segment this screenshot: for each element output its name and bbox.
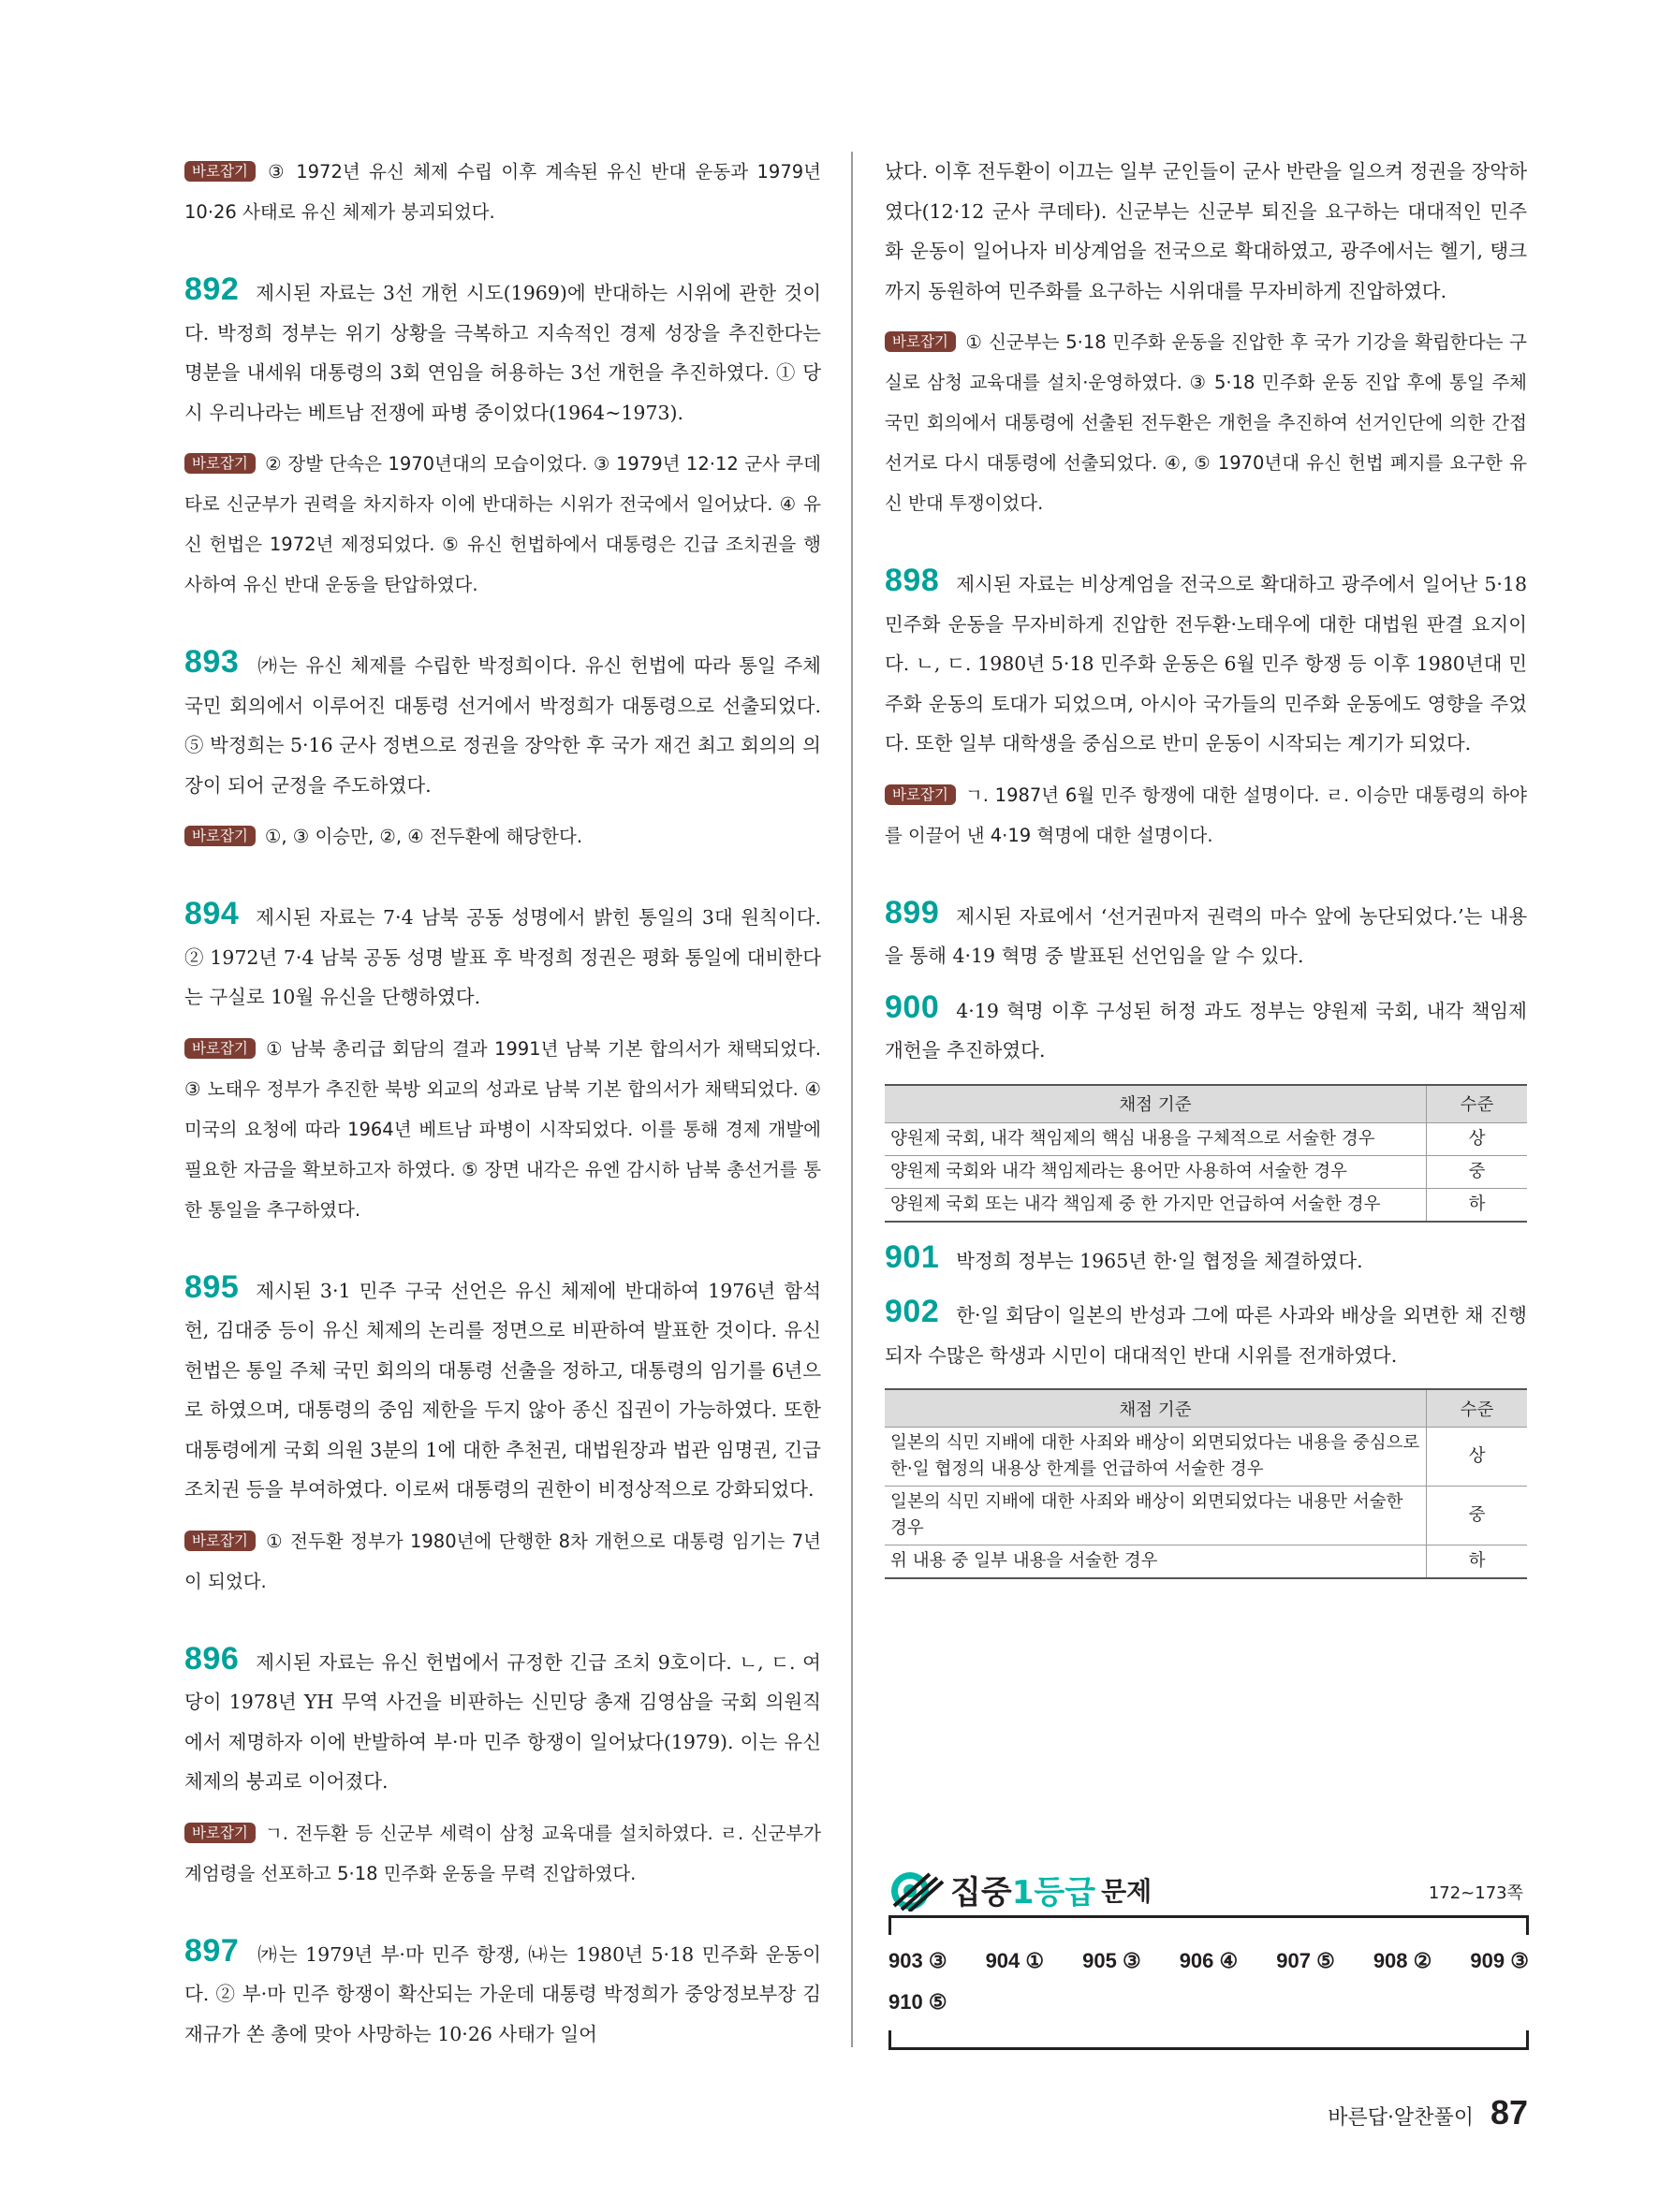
correction-badge: 바로잡기 bbox=[184, 1823, 256, 1843]
focus-title-c: 문제 bbox=[1101, 1875, 1152, 1907]
question-number: 901 bbox=[885, 1238, 940, 1275]
answer-list bbox=[888, 1935, 1529, 2023]
correction-898: 바로잡기 ㄱ. 1987년 6월 민주 항쟁에 대한 설명이다. ㄹ. 이승만 대통령의 하야를 이끌어 낸 4·19 혁명에 대한 설명이다. bbox=[885, 784, 1527, 846]
level-header: 수준 bbox=[1427, 1389, 1528, 1428]
table-row bbox=[885, 1428, 1527, 1487]
correction-badge: 바로잡기 bbox=[184, 1038, 256, 1059]
answer-row bbox=[888, 1982, 1529, 2023]
level-cell: 중 bbox=[1427, 1487, 1528, 1545]
focus-header bbox=[888, 1867, 1529, 1915]
scoring-table-902 bbox=[885, 1388, 1527, 1579]
correction-badge: 바로잡기 bbox=[184, 1531, 256, 1551]
explanation-899: 899 제시된 자료에서 ‘선거권마저 권력의 마수 앞에 농단되었다.’는 내용을 통해 4·19 혁명 중 발표된 선언임을 알 수 있다. bbox=[885, 894, 1527, 967]
correction-badge: 바로잡기 bbox=[184, 826, 256, 846]
footer-label: 바른답·알찬풀이 bbox=[1328, 2106, 1474, 2130]
criteria-cell: 양원제 국회 또는 내각 책임제 중 한 가지만 언급하여 서술한 경우 bbox=[885, 1188, 1427, 1222]
answer-item: 903 ③ bbox=[888, 1949, 947, 1972]
table-row bbox=[885, 1545, 1527, 1579]
focus-box-top bbox=[888, 1915, 1529, 1935]
correction-896: 바로잡기 ㄱ. 전두환 등 신군부 세력이 삼청 교육대를 설치하였다. ㄹ. 신군부가 계엄령을 선포하고 5·18 민주화 운동을 무력 진압하였다. bbox=[184, 1822, 821, 1884]
focus-box-bottom bbox=[888, 2030, 1529, 2050]
focus-title-b: 1등급 bbox=[1011, 1874, 1096, 1912]
table-row bbox=[885, 1122, 1527, 1155]
scoring-table-900 bbox=[885, 1084, 1527, 1223]
focus-title bbox=[888, 1867, 1152, 1912]
answer-item: 905 ③ bbox=[1082, 1949, 1141, 1972]
correction-badge: 바로잡기 bbox=[184, 453, 256, 474]
criteria-cell: 일본의 식민 지배에 대한 사죄와 배상이 외면되었다는 내용만 서술한 경우 bbox=[885, 1487, 1427, 1545]
answer-row bbox=[888, 1941, 1529, 1982]
question-number: 897 bbox=[184, 1932, 240, 1969]
question-number: 893 bbox=[184, 644, 240, 680]
explanation-900: 900 4·19 혁명 이후 구성된 허정 과도 정부는 양원제 국회, 내각 책임제 개헌을 추진하였다. bbox=[885, 989, 1527, 1062]
page-number: 87 bbox=[1490, 2093, 1528, 2131]
correction-897: 바로잡기 ① 신군부는 5·18 민주화 운동을 진압한 후 국가 기강을 확립한다는 구실로 삼청 교육대를 설치·운영하였다. ③ 5·18 민주화 운동 진압 후에 통일 주체 국민 회의에서 대통령에 선출된 전두환은 개헌을 추진하여 선거인단에 의한 간접 선거로 다시 대통령에 선출되었다. ④, ⑤ 1970년대 유신 헌법 폐지를 요구한 유신 반대 투쟁이었다. bbox=[885, 331, 1527, 514]
question-number: 900 bbox=[885, 989, 940, 1025]
table-header-row bbox=[885, 1085, 1527, 1123]
explanation-895: 895 제시된 3·1 민주 구국 선언은 유신 체제에 반대하여 1976년 함석헌, 김대중 등이 유신 체제의 논리를 정면으로 비판하여 발표한 것이다. 유신 헌법은 통일 주체 국민 회의의 대통령 선출을 정하고, 대통령의 임기를 6년으로 하였으며, 대통령의 중임 제한을 두지 않아 종신 집권이 가능하였다. 또한 대통령에게 국회 의원 3분의 1에 대한 추천권, 대법원장과 법관 임명권, 긴급 조치권 등을 부여하였다. 이로써 대통령의 권한이 비정상적으로 강화되었다. bbox=[184, 1268, 821, 1501]
focus-page-range: 172~173쪽 bbox=[1428, 1883, 1523, 1903]
correction-894: 바로잡기 ① 남북 총리급 회담의 결과 1991년 남북 기본 합의서가 채택되었다. ③ 노태우 정부가 추진한 북방 외교의 성과로 남북 기본 합의서가 채택되었다. ④ 미국의 요청에 따라 1964년 베트남 파병이 시작되었다. 이를 통해 경제 개발에 필요한 자금을 확보하고자 하였다. ⑤ 장면 내각은 유엔 감시하 남북 총선거를 통한 통일을 추구하였다. bbox=[184, 1037, 821, 1221]
table-row bbox=[885, 1155, 1527, 1188]
focus-title-a: 집중 bbox=[950, 1874, 1012, 1912]
correction-892: 바로잡기 ② 장발 단속은 1970년대의 모습이었다. ③ 1979년 12·12 군사 쿠데타로 신군부가 권력을 차지하자 이에 반대하는 시위가 전국에서 일어났다. ④ 유신 헌법은 1972년 제정되었다. ⑤ 유신 헌법하에서 대통령은 긴급 조치권을 행사하여 유신 반대 운동을 탄압하였다. bbox=[184, 453, 821, 595]
table-header-row bbox=[885, 1389, 1527, 1428]
answer-item: 908 ② bbox=[1373, 1949, 1432, 1972]
target-logo-icon bbox=[888, 1868, 947, 1912]
question-number: 892 bbox=[184, 271, 240, 307]
explanation-892: 892 제시된 자료는 3선 개헌 시도(1969)에 반대하는 시위에 관한 것이다. 박정희 정부는 위기 상황을 극복하고 지속적인 경제 성장을 추진한다는 명분을 내세워 대통령의 3회 연임을 허용하는 3선 개헌을 추진하였다. ① 당시 우리나라는 베트남 전쟁에 파병 중이었다(1964~1973). bbox=[184, 271, 821, 424]
correction-badge: 바로잡기 bbox=[184, 161, 256, 182]
explanation-897: 897 ㈎는 1979년 부·마 민주 항쟁, ㈏는 1980년 5·18 민주화 운동이다. ② 부·마 민주 항쟁이 확산되는 가운데 대통령 박정희가 중앙정보부장 김재규가 쏜 총에 맞아 사망하는 10·26 사태가 일어 bbox=[184, 1932, 821, 2045]
question-number: 895 bbox=[184, 1268, 240, 1305]
correction-badge: 바로잡기 bbox=[885, 784, 956, 805]
criteria-cell: 위 내용 중 일부 내용을 서술한 경우 bbox=[885, 1545, 1427, 1579]
level-cell: 상 bbox=[1427, 1428, 1528, 1487]
question-number: 898 bbox=[885, 563, 940, 598]
left-column bbox=[184, 152, 821, 2054]
explanation-901: 901 박정희 정부는 1965년 한·일 협정을 체결하였다. bbox=[885, 1238, 1363, 1275]
question-number: 896 bbox=[184, 1640, 240, 1677]
explanation-896: 896 제시된 자료는 유신 헌법에서 규정한 긴급 조치 9호이다. ㄴ, ㄷ. 여당이 1978년 YH 무역 사건을 비판하는 신민당 총재 김영삼을 국회 의원직에서 제명하자 이에 반발하여 부·마 민주 항쟁이 일어났다(1979). 이는 유신 체제의 붕괴로 이어졌다. bbox=[184, 1640, 821, 1793]
criteria-header: 채점 기준 bbox=[885, 1389, 1427, 1428]
explanation-902: 902 한·일 회담이 일본의 반성과 그에 따른 사과와 배상을 외면한 채 진행되자 수많은 학생과 시민이 대대적인 반대 시위를 전개하였다. bbox=[885, 1294, 1527, 1367]
focus-problems-section bbox=[888, 1867, 1529, 2050]
table-row bbox=[885, 1487, 1527, 1545]
correction-895: 바로잡기 ① 전두환 정부가 1980년에 단행한 8차 개헌으로 대통령 임기는 7년이 되었다. bbox=[184, 1530, 821, 1592]
level-cell: 하 bbox=[1427, 1545, 1528, 1579]
criteria-header: 채점 기준 bbox=[885, 1085, 1427, 1123]
question-number: 899 bbox=[885, 894, 940, 930]
criteria-cell: 양원제 국회, 내각 책임제의 핵심 내용을 구체적으로 서술한 경우 bbox=[885, 1122, 1427, 1155]
criteria-cell: 양원제 국회와 내각 책임제라는 용어만 사용하여 서술한 경우 bbox=[885, 1155, 1427, 1188]
answer-item: 909 ③ bbox=[1470, 1949, 1529, 1972]
explanation-894: 894 제시된 자료는 7·4 남북 공동 성명에서 밝힌 통일의 3대 원칙이다. ② 1972년 7·4 남북 공동 성명 발표 후 박정희 정권은 평화 통일에 대비한다는 구실로 10월 유신을 단행하였다. bbox=[184, 896, 821, 1008]
column-divider bbox=[851, 152, 853, 2047]
explanation-898: 898 제시된 자료는 비상계엄을 전국으로 확대하고 광주에서 일어난 5·18 민주화 운동을 무자비하게 진압한 전두환·노태우에 대한 대법원 판결 요지이다. ㄴ, ㄷ. 1980년 5·18 민주화 운동은 6월 민주 항쟁 등 이후 1980년대 민주화 운동의 토대가 되었으며, 아시아 국가들의 민주화 운동에도 영향을 주었다. 또한 일부 대학생을 중심으로 반미 운동이 시작되는 계기가 되었다. bbox=[885, 563, 1527, 754]
level-cell: 중 bbox=[1427, 1155, 1528, 1188]
correction-891: 바로잡기 ③ 1972년 유신 체제 수립 이후 계속된 유신 반대 운동과 1979년 10·26 사태로 유신 체제가 붕괴되었다. bbox=[184, 161, 821, 223]
level-header: 수준 bbox=[1427, 1085, 1528, 1123]
criteria-cell: 일본의 식민 지배에 대한 사죄와 배상이 외면되었다는 내용을 중심으로 한·일 협정의 내용상 한계를 언급하여 서술한 경우 bbox=[885, 1428, 1427, 1487]
explanation-893: 893 ㈎는 유신 체제를 수립한 박정희이다. 유신 헌법에 따라 통일 주체 국민 회의에서 이루어진 대통령 선거에서 박정희가 대통령으로 선출되었다. ⑤ 박정희는 5·16 군사 정변으로 정권을 장악한 후 국가 재건 최고 회의의 의장이 되어 군정을 주도하였다. bbox=[184, 644, 821, 797]
correction-badge: 바로잡기 bbox=[885, 331, 956, 352]
question-number: 894 bbox=[184, 896, 240, 931]
explanation-897-continued: 났다. 이후 전두환이 이끄는 일부 군인들이 군사 반란을 일으켜 정권을 장악하였다(12·12 군사 쿠데타). 신군부는 신군부 퇴진을 요구하는 대대적인 민주화 운동이 일어나자 비상계엄을 전국으로 확대하였고, 광주에서는 헬기, 탱크까지 동원하여 민주화를 요구하는 시위대를 무자비하게 진압하였다. bbox=[885, 160, 1527, 302]
right-column bbox=[885, 152, 1527, 1579]
correction-893: 바로잡기 ①, ③ 이승만, ②, ④ 전두환에 해당한다. bbox=[184, 816, 821, 857]
level-cell: 상 bbox=[1427, 1122, 1528, 1155]
answer-item: 910 ⑤ bbox=[888, 1990, 947, 2014]
answer-item: 906 ④ bbox=[1179, 1949, 1239, 1972]
question-number: 902 bbox=[885, 1294, 940, 1329]
table-row bbox=[885, 1188, 1527, 1222]
answer-item: 907 ⑤ bbox=[1276, 1949, 1335, 1972]
answer-item: 904 ① bbox=[985, 1949, 1045, 1972]
page-footer bbox=[1328, 2093, 1528, 2132]
level-cell: 하 bbox=[1427, 1188, 1528, 1222]
